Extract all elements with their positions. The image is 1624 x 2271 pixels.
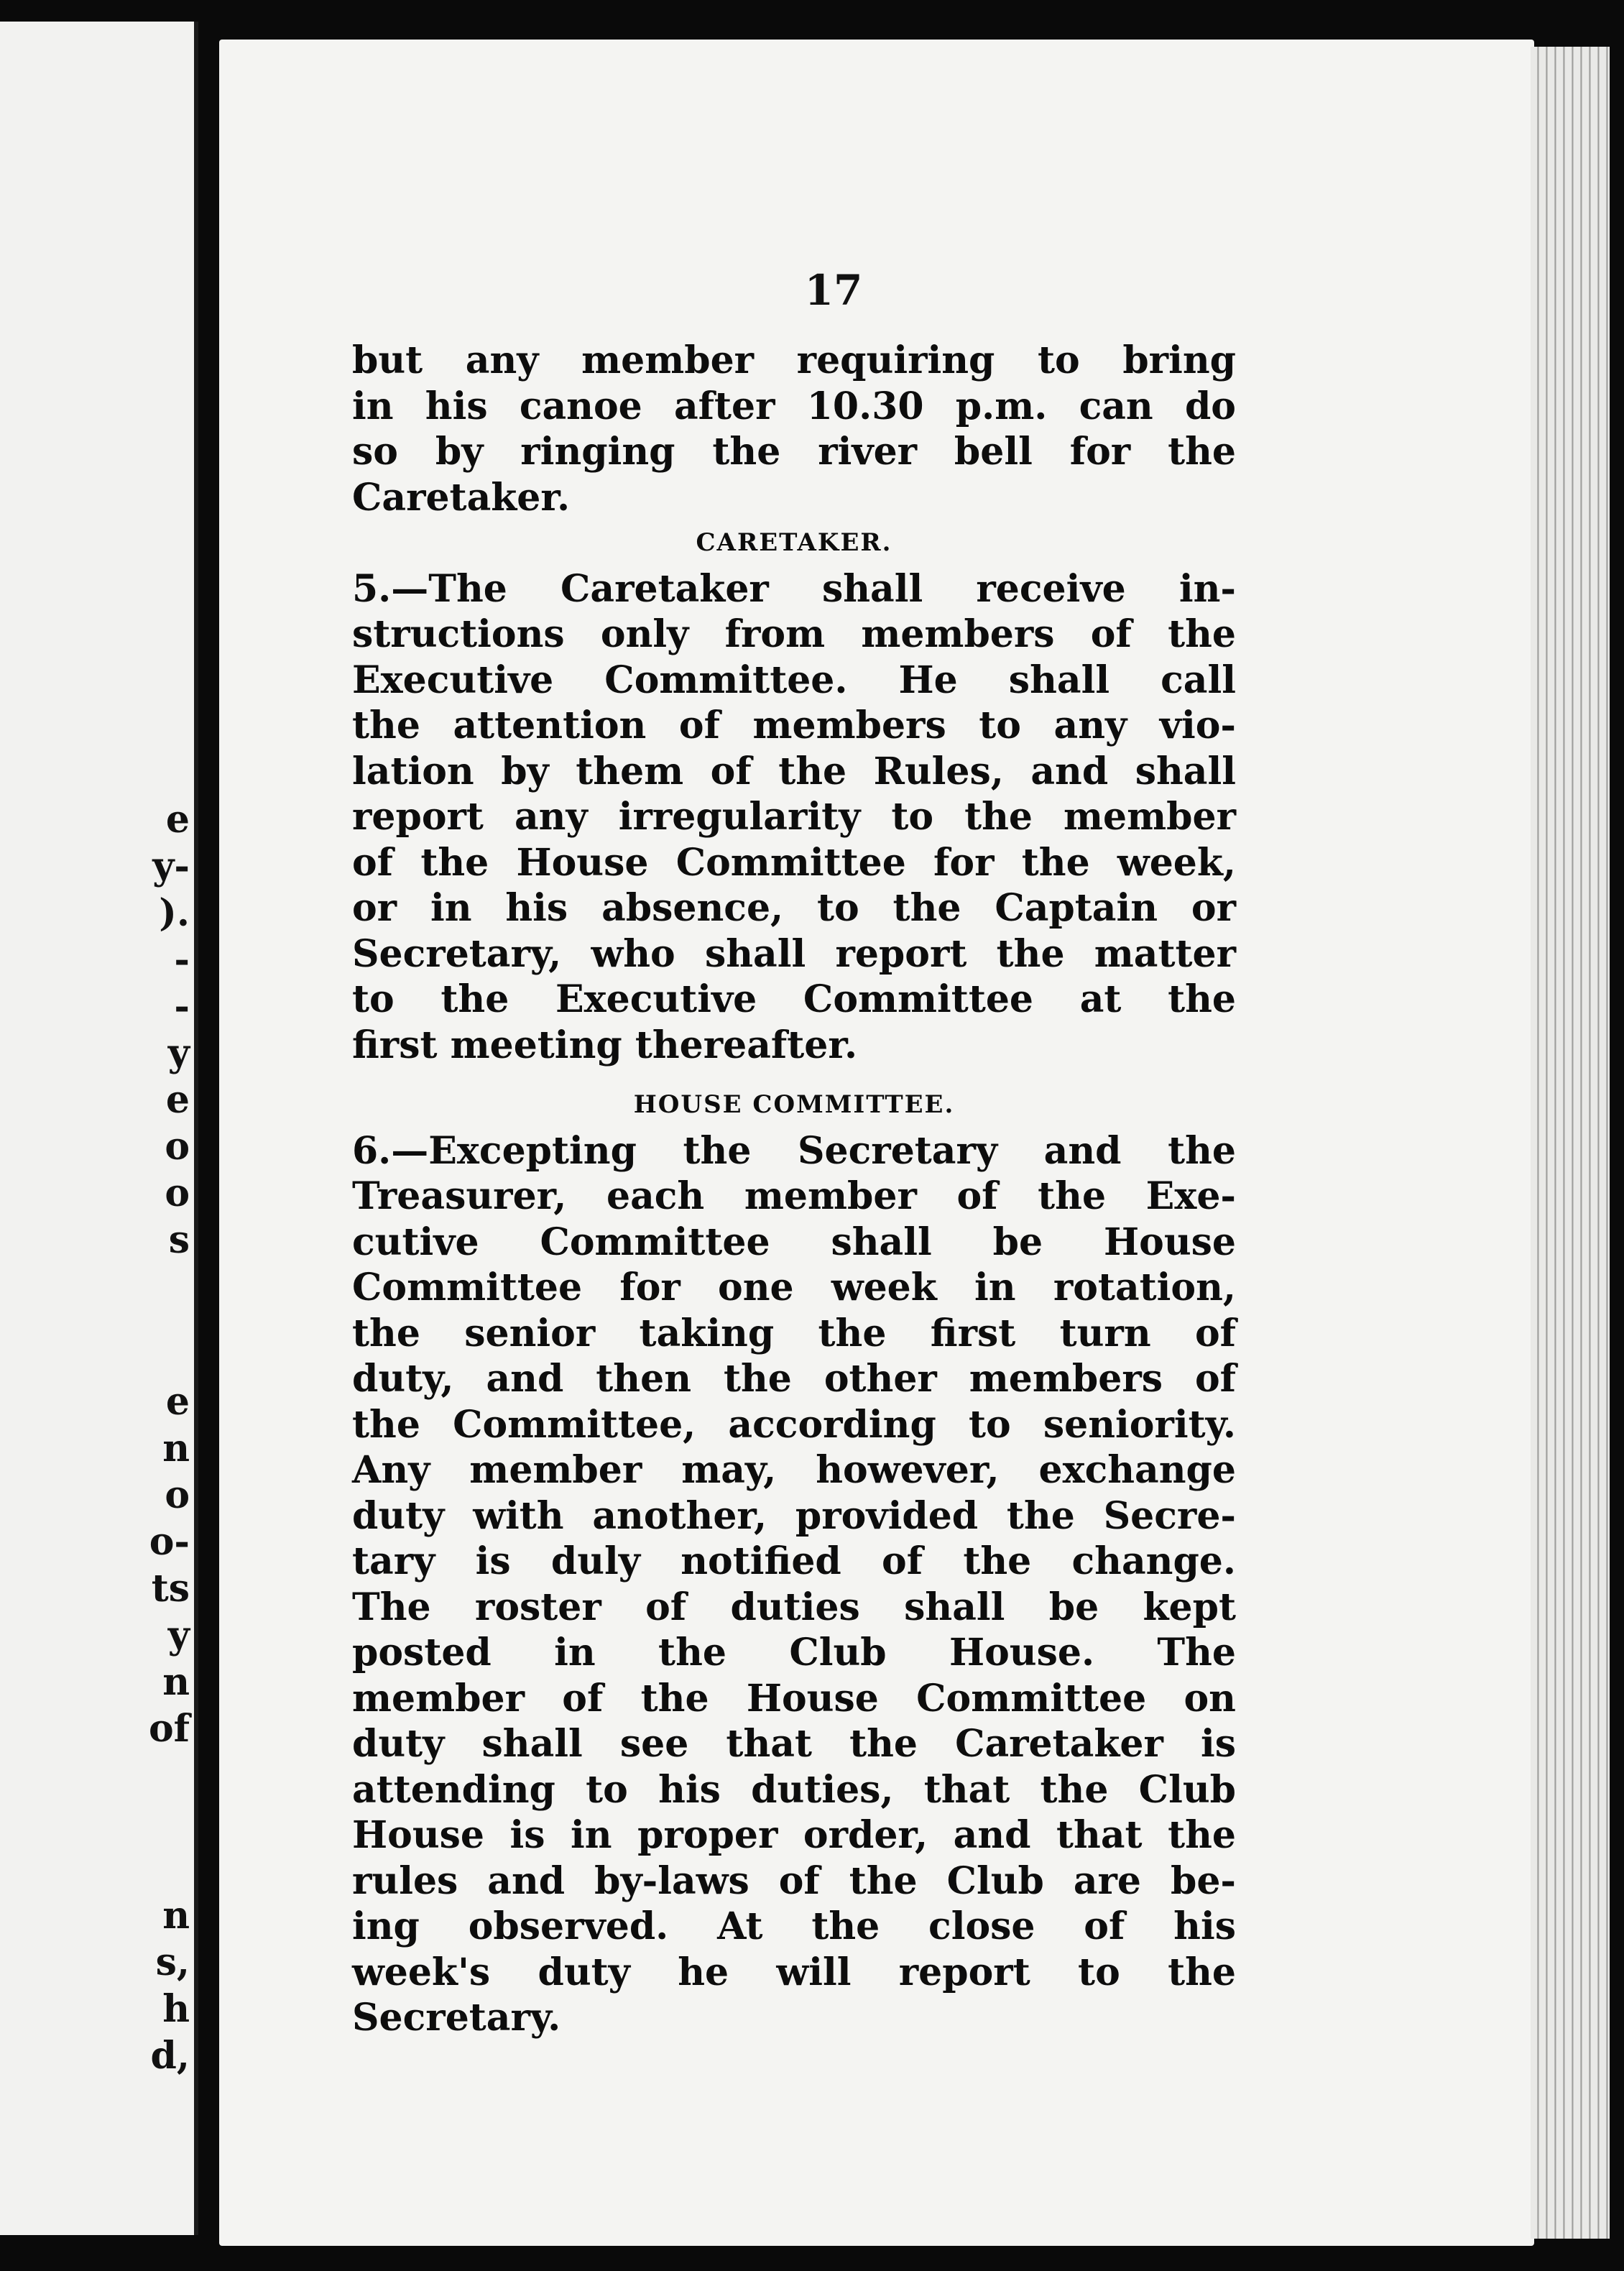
text-line: duty, and then the other members of — [352, 1357, 1236, 1401]
line-ending-fragment: - — [174, 985, 190, 1028]
line-ending-fragment: - — [174, 938, 190, 982]
section-heading-house-committee: HOUSE COMMITTEE. — [633, 1090, 955, 1119]
text-line: Secretary, who shall report the matter — [352, 931, 1236, 976]
text-line: tary is duly notified of the change. — [352, 1539, 1236, 1583]
line-ending-fragment: ts — [151, 1567, 190, 1611]
page-number: 17 — [804, 266, 863, 315]
line-ending-fragment: e — [165, 1380, 190, 1424]
page-body-text — [352, 338, 1236, 2041]
text-line: The roster of duties shall be kept — [352, 1585, 1236, 1629]
text-line: in his canoe after 10.30 p.m. can do — [352, 384, 1236, 428]
text-line: Secretary. — [352, 1996, 561, 2040]
text-line: Any member may, however, exchange — [352, 1448, 1236, 1492]
line-ending-fragment: o — [165, 1171, 190, 1215]
text-line: of the House Committee for the week, — [352, 840, 1236, 885]
text-line: posted in the Club House. The — [352, 1631, 1236, 1675]
section-heading-caretaker: CARETAKER. — [696, 528, 892, 557]
line-ending-fragment: h — [162, 1987, 190, 2031]
text-line: 5.—The Caretaker shall receive in- — [352, 566, 1236, 611]
text-line: report any irregularity to the member — [352, 795, 1236, 839]
line-ending-fragment: y — [167, 1031, 190, 1075]
line-ending-fragment: of — [148, 1707, 190, 1751]
text-line: Committee for one week in rotation, — [352, 1266, 1236, 1309]
line-ending-fragment: o — [165, 1473, 190, 1517]
line-ending-fragment: o — [165, 1125, 190, 1169]
line-ending-fragment: s, — [155, 1940, 190, 1984]
line-ending-fragment: e — [165, 1078, 190, 1122]
text-line: the attention of members to any vio- — [352, 704, 1236, 747]
text-line: Executive Committee. He shall call — [352, 658, 1236, 702]
text-line: to the Executive Committee at the — [352, 977, 1236, 1021]
line-ending-fragment: n — [162, 1894, 190, 1938]
text-line: duty shall see that the Caretaker is — [352, 1722, 1236, 1766]
text-line: attending to his duties, that the Club — [352, 1767, 1236, 1812]
text-line: structions only from members of the — [352, 612, 1236, 656]
line-ending-fragment: n — [162, 1427, 190, 1470]
line-ending-fragment: n — [162, 1660, 190, 1704]
section-spacer — [352, 1068, 1236, 1082]
line-ending-fragment: ). — [159, 891, 190, 935]
text-line: first meeting thereafter. — [352, 1023, 858, 1067]
line-ending-fragment: d, — [150, 2034, 190, 2078]
text-line: member of the House Committee on — [352, 1676, 1236, 1720]
text-line: cutive Committee shall be House — [352, 1220, 1236, 1264]
text-line: duty with another, provided the Secre- — [352, 1493, 1236, 1538]
line-ending-fragment: o- — [149, 1520, 190, 1564]
text-line: House is in proper order, and that the — [352, 1813, 1236, 1857]
text-line: 6.—Excepting the Secretary and the — [352, 1128, 1236, 1173]
line-ending-fragment: y — [167, 1613, 190, 1657]
text-line: the senior taking the first turn of — [352, 1311, 1236, 1355]
text-line: ing observed. At the close of his — [352, 1904, 1236, 1948]
text-line: week's duty he will report to the — [352, 1950, 1236, 1994]
page-stack-edge — [1531, 47, 1610, 2239]
text-line: so by ringing the river bell for the — [352, 430, 1236, 474]
line-ending-fragment: e — [165, 798, 190, 842]
line-ending-fragment: y- — [152, 844, 190, 888]
previous-page-edge — [0, 22, 198, 2235]
text-line: lation by them of the Rules, and shall — [352, 749, 1236, 793]
text-line: the Committee, according to seniority. — [352, 1402, 1236, 1447]
text-line: rules and by-laws of the Club are be- — [352, 1858, 1236, 1903]
text-line: Caretaker. — [352, 475, 571, 520]
text-line: but any member requiring to bring — [352, 338, 1236, 382]
previous-page-line-endings — [0, 22, 194, 2235]
text-line: or in his absence, to the Captain or — [352, 886, 1236, 930]
line-ending-fragment: s — [168, 1218, 190, 1262]
text-line: Treasurer, each member of the Exe- — [352, 1174, 1236, 1218]
